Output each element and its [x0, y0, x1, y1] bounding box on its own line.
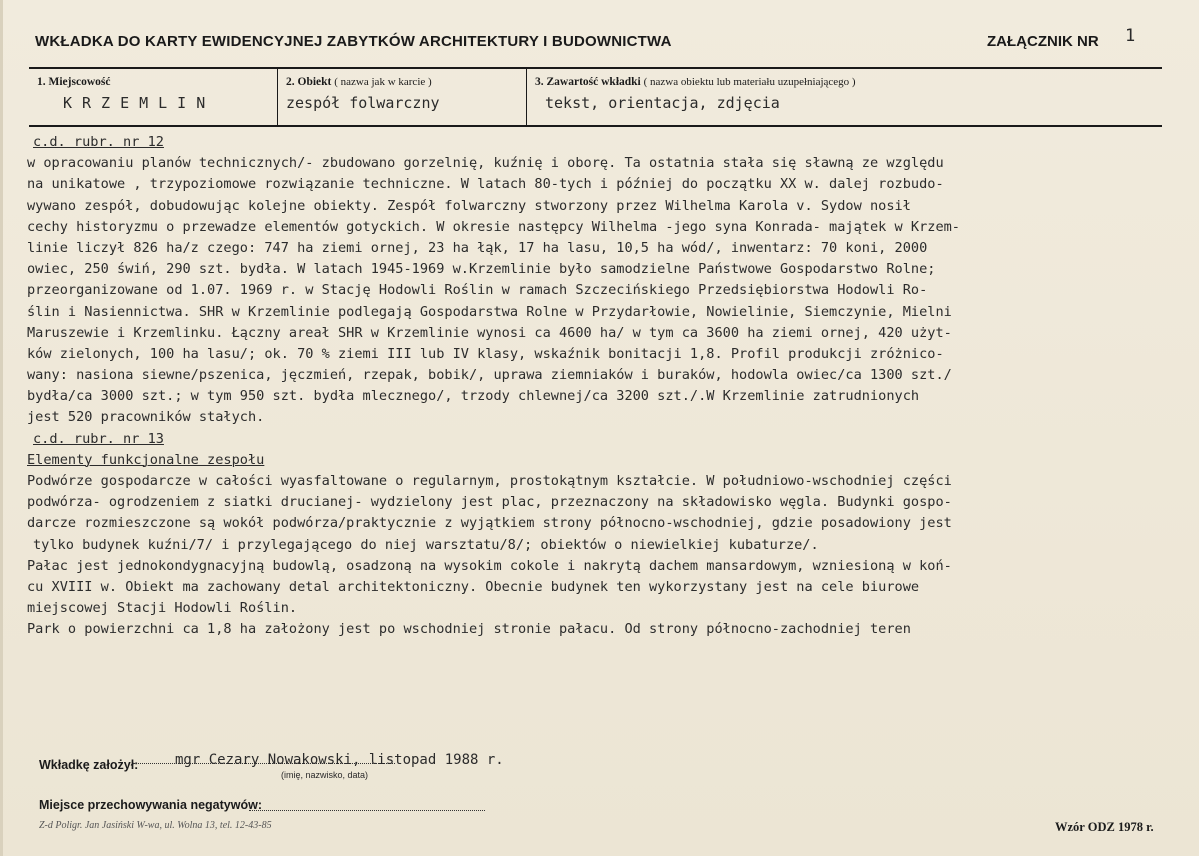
- body-line: miejscowej Stacji Hodowli Roślin.: [27, 600, 298, 617]
- content-label: 3. Zawartość wkładki ( nazwa obiektu lub materiału uzupełniającego ): [535, 76, 856, 88]
- body-line: bydła/ca 3000 szt.; w tym 950 szt. bydła mlecznego/, trzody chlewnej/ca 3200 szt./.W Krzemlinie zatrudnionych: [27, 388, 920, 405]
- object-value: zespół folwarczny: [286, 94, 440, 112]
- locality-value: KRZEMLIN: [63, 94, 216, 112]
- fields-table: [29, 67, 1162, 127]
- body-line: wywano zespół, dobudowując kolejne obiekty. Zespół folwarczny stworzony przez Wilhelma Karola v. Sydow nosił: [27, 197, 911, 214]
- storage-dotted-line: [249, 810, 485, 811]
- body-line: tylko budynek kuźni/7/ i przylegającego do niej warsztatu/8/; obiektów o niewielkiej kubaturze/.: [33, 536, 819, 553]
- annex-number: 1: [1125, 26, 1136, 46]
- content-value: tekst, orientacja, zdjęcia: [545, 94, 780, 112]
- typed-body: [27, 132, 1197, 641]
- body-line: darcze rozmieszczone są wokół podwórza/praktycznie z wyjątkiem strony północno-wschodniej, gdzie posadowiony jest: [27, 515, 952, 532]
- section-heading: c.d. rubr. nr 12: [33, 134, 164, 150]
- body-line: przeorganizowane od 1.07. 1969 r. w Stację Hodowli Roślin w ramach Szczecińskiego Przedsiębiorstwa Hodowli Ro-: [27, 282, 928, 299]
- body-line: podwórza- ogrodzeniem z siatki drucianej- wydzielony jest plac, przeznaczony na składowisko węgla. Budynki gospo-: [27, 494, 952, 511]
- document-title: WKŁADKA DO KARTY EWIDENCYJNEJ ZABYTKÓW ARCHITEKTURY I BUDOWNICTWA: [35, 33, 672, 50]
- printer-info: Z-d Poligr. Jan Jasiński W-wa, ul. Wolna 13, tel. 12-43-85: [39, 820, 272, 831]
- form-model: Wzór ODZ 1978 r.: [1055, 820, 1154, 834]
- negatives-storage-label: Miejsce przechowywania negatywów:: [39, 798, 262, 812]
- body-line: na unikatowe , trzypoziomowe rozwiązanie techniczne. W latach 80-tych i później do początku XX w. dalej rozbudo-: [27, 176, 944, 193]
- body-line: ków zielonych, 100 ha lasu/; ok. 70 % ziemi III lub IV klasy, wskaźnik bonitacji 1,8. Profil produkcji zróżnico-: [27, 345, 944, 362]
- object-label: 2. Obiekt ( nazwa jak w karcie ): [286, 76, 432, 88]
- founder-value: mgr Cezary Nowakowski, listopad 1988 r.: [175, 752, 504, 768]
- annex-label: ZAŁĄCZNIK NR: [987, 33, 1099, 50]
- body-line: cechy historyzmu o przewadze elementów gotyckich. W okresie następcy Wilhelma -jego syna Konrada- majątek w Krzem-: [27, 218, 960, 235]
- body-line: ślin i Nasiennictwa. SHR w Krzemlinie podlegają Gospodarstwa Rolne w Przydarłowie, Nowielinie, Siemczynie, Mielni: [27, 303, 952, 320]
- locality-label: 1. Miejscowość: [37, 76, 111, 88]
- body-line: wany: nasiona siewne/pszenica, jęczmień, rzepak, bobik/, uprawa ziemniaków i buraków, hodowla owiec/ca 1300 szt./: [27, 367, 952, 384]
- body-line: jest 520 pracowników stałych.: [27, 409, 265, 426]
- body-line: Maruszewie i Krzemlinku. Łączny areał SHR w Krzemlinie wynosi ca 4600 ha/ w tym ca 3600 ha ziemi ornej, 420 użyt-: [27, 324, 952, 341]
- body-line: cu XVIII w. Obiekt ma zachowany detal architektoniczny. Obecnie budynek ten wykorzystany jest na cele biurowe: [27, 578, 920, 595]
- section-heading: c.d. rubr. nr 13: [33, 430, 164, 447]
- body-line: Park o powierzchni ca 1,8 ha założony jest po wschodniej stronie pałacu. Od strony północno-zachodniej teren: [27, 621, 911, 638]
- object-cell: [278, 69, 527, 125]
- founder-hint: (imię, nazwisko, data): [281, 770, 369, 780]
- locality-cell: [29, 69, 278, 125]
- body-line: w opracowaniu planów technicznych/- zbudowano gorzelnię, kuźnię i oborę. Ta ostatnia stała się sławną ze względu: [27, 155, 944, 172]
- founder-label: Wkładkę założył:: [39, 758, 139, 772]
- body-line: linie liczył 826 ha/z czego: 747 ha ziemi ornej, 23 ha łąk, 17 ha lasu, 10,5 ha wód/, inwentarz: 70 koni, 2000: [27, 239, 928, 256]
- body-line: owiec, 250 świń, 290 szt. bydła. W latach 1945-1969 w.Krzemlinie było samodzielne Państwowe Gospodarstwo Rolne;: [27, 261, 936, 278]
- subsection-heading: Elementy funkcjonalne zespołu: [27, 451, 265, 468]
- body-line: Pałac jest jednokondygnacyjną budowlą, osadzoną na wysokim cokole i nakrytą dachem mansardowym, wzniesioną w koń-: [27, 557, 952, 574]
- body-line: Podwórze gospodarcze w całości wyasfaltowane o regularnym, prostokątnym kształcie. W południowo-wschodniej części: [27, 473, 952, 489]
- content-cell: [527, 69, 1162, 125]
